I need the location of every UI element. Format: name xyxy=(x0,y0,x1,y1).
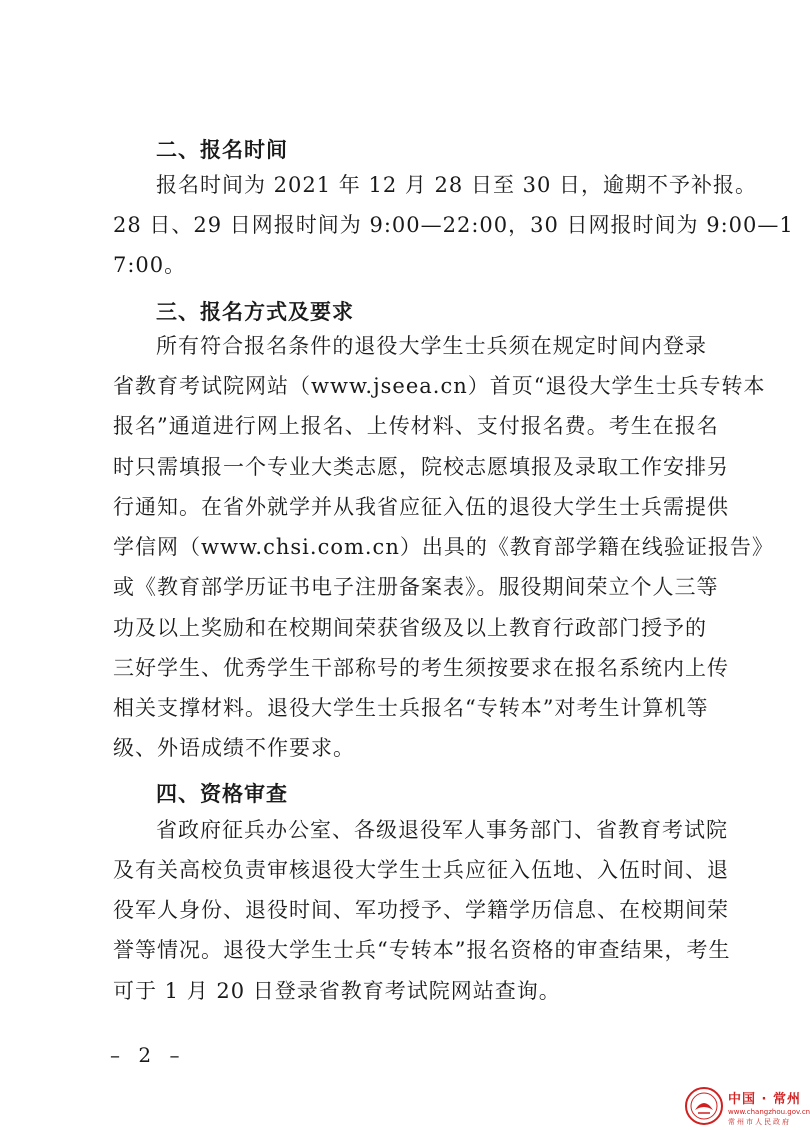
watermark-url: www.changzhou.gov.cn xyxy=(728,1108,810,1116)
paragraph-line: 7:00。 xyxy=(113,253,187,277)
paragraph-line: 三好学生、优秀学生干部称号的考生须按要求在报名系统内上传 xyxy=(113,656,729,680)
watermark-name: 中国 · 常州 xyxy=(728,1092,801,1107)
section-heading-registration-method: 三、报名方式及要求 xyxy=(156,300,354,324)
paragraph-line: 行通知。在省外就学并从我省应征入伍的退役大学生士兵需提供 xyxy=(113,495,729,519)
paragraph-line: 相关支撑材料。退役大学生士兵报名“专转本”对考生计算机等 xyxy=(113,696,709,720)
paragraph-line: 28 日、29 日网报时间为 9:00—22:00，30 日网报时间为 9:00—1 xyxy=(113,213,794,237)
paragraph-line: 报名”通道进行网上报名、上传材料、支付报名费。考生在报名 xyxy=(113,414,719,438)
paragraph-line: 役军人身份、退役时间、军功授予、学籍学历信息、在校期间荣 xyxy=(113,898,729,922)
paragraph-line: 省政府征兵办公室、各级退役军人事务部门、省教育考试院 xyxy=(156,818,728,842)
paragraph-line: 学信网（www.chsi.com.cn）出具的《教育部学籍在线验证报告》 xyxy=(113,535,774,559)
watermark-subtitle: 常州市人民政府 xyxy=(728,1118,791,1126)
paragraph-line: 报名时间为 2021 年 12 月 28 日至 30 日，逾期不予补报。 xyxy=(156,173,758,197)
paragraph-line: 及有关高校负责审核退役大学生士兵应征入伍地、入伍时间、退 xyxy=(113,858,729,882)
page-number: – 2 – xyxy=(110,1043,186,1067)
paragraph-line: 誉等情况。退役大学生士兵“专转本”报名资格的审查结果，考生 xyxy=(113,938,731,962)
section-heading-qualification-review: 四、资格审查 xyxy=(156,782,288,806)
paragraph-line: 所有符合报名条件的退役大学生士兵须在规定时间内登录 xyxy=(156,334,707,358)
paragraph-line: 省教育考试院网站（www.jseea.cn）首页“退役大学生士兵专转本 xyxy=(113,374,766,398)
paragraph-line: 功及以上奖励和在校期间荣获省级及以上教育行政部门授予的 xyxy=(113,616,707,640)
changzhou-logo-icon xyxy=(684,1086,724,1126)
paragraph-line: 级、外语成绩不作要求。 xyxy=(113,736,355,760)
watermark-brand xyxy=(728,1088,810,1127)
paragraph-line: 可于 1 月 20 日登录省教育考试院网站查询。 xyxy=(113,979,561,1003)
paragraph-line: 时只需填报一个专业大类志愿，院校志愿填报及录取工作安排另 xyxy=(113,455,729,479)
paragraph-line: 或《教育部学历证书电子注册备案表》。服役期间荣立个人三等 xyxy=(113,575,719,599)
section-heading-registration-time: 二、报名时间 xyxy=(156,138,288,162)
